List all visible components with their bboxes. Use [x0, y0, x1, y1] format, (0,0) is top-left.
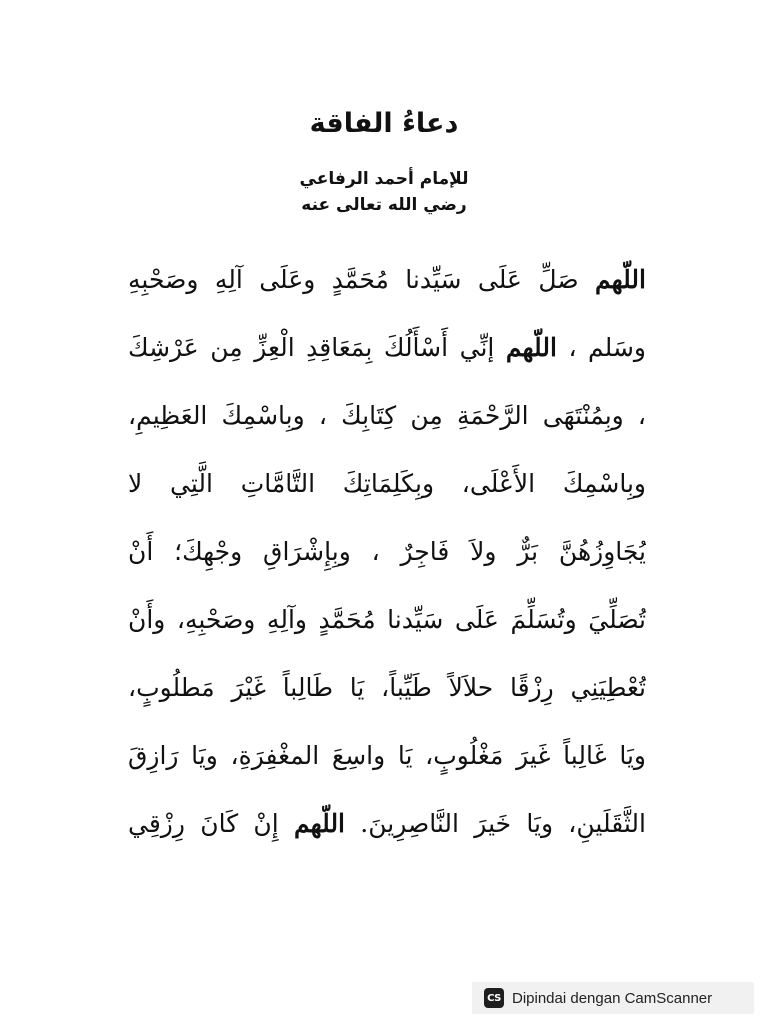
line-text: وسَلم ،: [556, 333, 646, 362]
camscanner-watermark: [472, 982, 754, 1014]
prayer-line: [128, 314, 646, 382]
honorific-line: رضي الله تعالى عنه: [301, 195, 467, 215]
prayer-line: [128, 654, 646, 722]
line-text: يُجَاوِزُهُنَّ بَرٌّ ولاَ فَاجِرٌ ، وبِإِشْرَاقِ وجْهِكَ؛ أَنْ: [128, 537, 646, 566]
line-text: تُعْطِيَنِي رِزْقًا حلاَلاً طَيِّباً، يَا طَالِباً غَيْرَ مَطلُوبٍ،: [128, 673, 646, 702]
prayer-line: [128, 382, 646, 450]
line-text: الثَّقَلَينِ، ويَا خَيرَ النَّاصِرِينَ.: [345, 809, 646, 838]
author-line: للإمام أحمد الرفاعي: [299, 169, 469, 189]
line-text: ويَا غَالِباً غَيرَ مَغْلُوبٍ، يَا واسِعَ المغْفِرَةِ، ويَا رَازِقَ: [128, 741, 646, 770]
prayer-line: [128, 790, 646, 858]
document-title: دعاءُ الفاقة: [309, 108, 459, 139]
watermark-text: Dipindai dengan CamScanner: [512, 989, 713, 1007]
prayer-line: [128, 586, 646, 654]
prayer-line: [128, 518, 646, 586]
camscanner-icon: CS: [484, 988, 504, 1008]
prayer-text: [128, 246, 646, 858]
bold-word: اللّهم: [505, 333, 557, 362]
bold-word: اللّهم: [294, 809, 346, 838]
line-text: وبِاسْمِكَ الأَعْلَى، وبِكَلِمَاتِكَ التَّامَّاتِ الَّتِي لا: [128, 469, 646, 498]
line-text: ، وبِمُنْتَهَى الرَّحْمَةِ مِن كِتَابِكَ ، وبِاسْمِكَ العَظِيمِ،: [128, 401, 646, 430]
bold-word: اللّهم: [594, 265, 646, 294]
prayer-line: [128, 722, 646, 790]
line-text: تُصَلِّيَ وتُسَلِّمَ عَلَى سَيِّدنا مُحَمَّدٍ وآلِهِ وصَحْبِهِ، وأَنْ: [128, 605, 646, 634]
line-text: إنِّي أَسْأَلُكَ بِمَعَاقِدِ الْعِزِّ مِن عَرْشِكَ: [128, 333, 506, 362]
prayer-line: [128, 450, 646, 518]
prayer-line: [128, 246, 646, 314]
line-text: إِنْ كَانَ رِزْقِي: [128, 809, 294, 838]
line-text: صَلِّ عَلَى سَيِّدنا مُحَمَّدٍ وعَلَى آلِهِ وصَحْبِهِ: [128, 265, 595, 294]
